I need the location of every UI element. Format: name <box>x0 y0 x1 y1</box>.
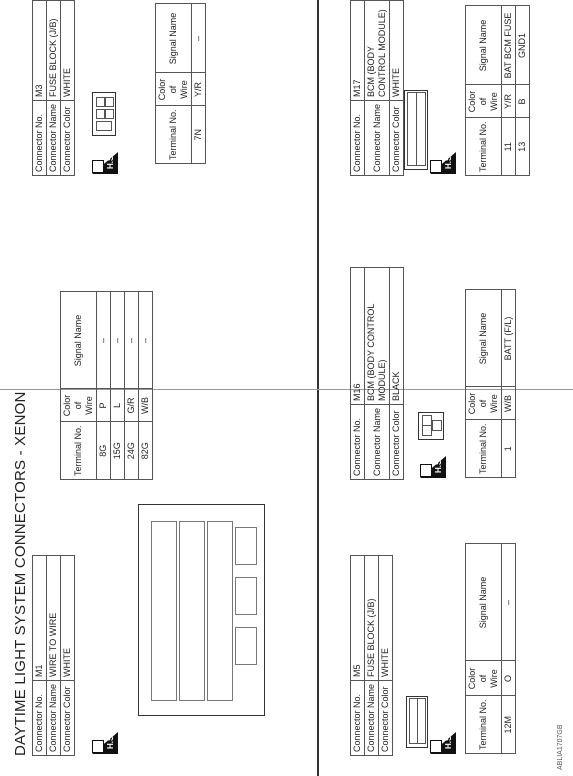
terminal-table-m17: Terminal No. Color of Wire Signal Name 11 Y/R BAT BCM FUSE 13 B GND1 <box>465 5 530 176</box>
table-row: 13 B GND1 <box>516 6 530 176</box>
connector-m17-face <box>404 90 428 170</box>
table-row: 11 Y/R BAT BCM FUSE <box>502 6 516 176</box>
connector-name-label: Connector Name <box>47 680 61 755</box>
connector-m1-face <box>138 504 265 716</box>
figure-code: ABLIA1707GB <box>557 724 564 770</box>
signal-name-header: Signal Name <box>61 292 97 389</box>
connector-info-m17: Connector No. M17 Connector Name BCM (BODY CONTROL MODULE) Connector Color WHITE <box>350 0 404 176</box>
table-row: 7N Y/R – <box>192 4 206 164</box>
connector-no-label: Connector No. <box>33 680 47 755</box>
connector-no-value: M1 <box>33 555 47 680</box>
connector-m3-face <box>92 92 116 136</box>
terminal-no-header: Terminal No. <box>61 422 97 480</box>
harness-side-icon: H.S. <box>92 732 118 754</box>
table-row: 82G W/B – <box>139 292 153 480</box>
connector-info-m1 <box>32 555 75 756</box>
connector-m5-face <box>406 696 428 748</box>
terminal-table-m5: Terminal No. Color of Wire Signal Name 12M O – <box>465 543 516 754</box>
harness-side-icon: H.S. <box>430 732 456 754</box>
table-row: 8G P – <box>97 292 111 480</box>
terminal-table-m16: Terminal No. Color of Wire Signal Name 1 W/B BATT (F/L) <box>465 289 516 478</box>
connector-color-value: WHITE <box>61 555 75 680</box>
connector-name-value: WIRE TO WIRE <box>47 555 61 680</box>
terminal-table-m1 <box>60 291 153 480</box>
page-title: DAYTIME LIGHT SYSTEM CONNECTORS - XENON <box>12 391 29 756</box>
harness-side-icon: H.S. <box>430 152 456 174</box>
table-row: 12M O – <box>502 544 516 754</box>
connector-info-m16: Connector No. M16 Connector Name BCM (BODY CONTROL MODULE) Connector Color BLACK <box>350 267 404 480</box>
column-divider <box>317 0 319 776</box>
table-row: 24G G/R – <box>125 292 139 480</box>
connector-color-label: Connector Color <box>61 680 75 755</box>
connector-info-m3: Connector No. M3 Connector Name FUSE BLOCK (J/B) Connector Color WHITE <box>32 0 75 176</box>
connector-m16-face <box>418 412 444 440</box>
harness-side-icon: H.S. <box>92 152 118 174</box>
wire-color-header: Color of Wire <box>61 389 97 422</box>
table-row: 15G L – <box>111 292 125 480</box>
connector-info-m5: Connector No. M5 Connector Name FUSE BLOCK (J/B) Connector Color WHITE <box>350 555 393 756</box>
harness-side-icon: H.S. <box>420 456 446 478</box>
terminal-table-m3: Terminal No. Color of Wire Signal Name 7N Y/R – <box>155 3 206 164</box>
table-row: 1 W/B BATT (F/L) <box>502 290 516 478</box>
